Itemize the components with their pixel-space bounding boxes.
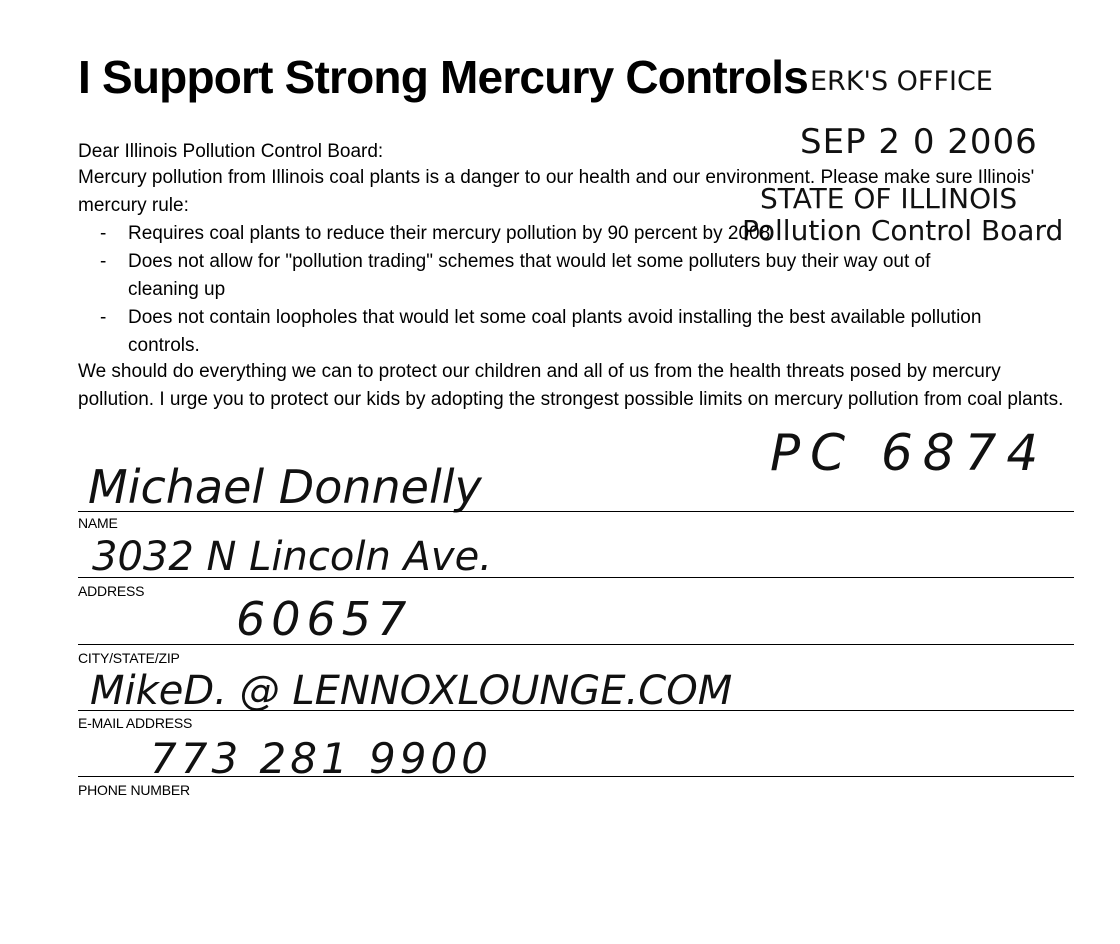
letter-closing: We should do everything we can to protect our children and all of us from the health threats posed by mercury pollution. I urge you to protect our kids by adopting the strongest possible limits on mercury pollution from coal plants. bbox=[78, 361, 1064, 410]
city-field-line bbox=[78, 644, 1074, 645]
email-field-line bbox=[78, 710, 1074, 711]
stamp-state: STATE OF ILLINOIS bbox=[760, 182, 1018, 215]
phone-label: PHONE NUMBER bbox=[78, 782, 190, 798]
bullet-text: Does not allow for "pollution trading" schemes that would let some polluters buy their way out of cleaning up bbox=[128, 251, 931, 300]
stamp-clerks-office: ERK'S OFFICE bbox=[810, 66, 993, 97]
address-field-line bbox=[78, 577, 1074, 578]
name-field-line bbox=[78, 511, 1074, 512]
bullet-text: Requires coal plants to reduce their mercury pollution by 90 percent by 2008 bbox=[128, 223, 771, 244]
phone-value[interactable]: 773 281 9900 bbox=[150, 734, 492, 783]
email-value[interactable]: MikeD. @ LENNOXLOUNGE.COM bbox=[90, 668, 733, 714]
stamp-date: SEP 2 0 2006 bbox=[800, 122, 1038, 162]
list-item bbox=[100, 248, 1000, 304]
list-item bbox=[100, 220, 1000, 248]
bullet-marker: - bbox=[100, 223, 107, 244]
name-value[interactable]: Michael Donnelly bbox=[88, 460, 482, 514]
demand-list bbox=[100, 220, 1000, 360]
email-label: E-MAIL ADDRESS bbox=[78, 715, 193, 731]
stamp-board: Pollution Control Board bbox=[742, 214, 1064, 247]
letter-greeting: Dear Illinois Pollution Control Board: bbox=[78, 141, 384, 162]
city-state-zip-value[interactable]: 60657 bbox=[236, 592, 413, 646]
name-label: NAME bbox=[78, 515, 118, 531]
list-item bbox=[100, 304, 1000, 360]
phone-field-line bbox=[78, 776, 1074, 777]
letter-intro: Mercury pollution from Illinois coal plants is a danger to our health and our environment. Please make sure Illinois' mercury rule: bbox=[78, 167, 1035, 216]
bullet-marker: - bbox=[100, 251, 107, 272]
city-state-zip-label: CITY/STATE/ZIP bbox=[78, 650, 180, 666]
address-label: ADDRESS bbox=[78, 583, 145, 599]
pc-number-annotation: PC 6874 bbox=[770, 424, 1049, 482]
bullet-marker: - bbox=[100, 307, 107, 328]
form-title: I Support Strong Mercury Controls bbox=[78, 51, 809, 103]
address-value[interactable]: 3032 N Lincoln Ave. bbox=[92, 534, 492, 580]
bullet-text: Does not contain loopholes that would let some coal plants avoid installing the best available pollution controls. bbox=[128, 307, 982, 356]
